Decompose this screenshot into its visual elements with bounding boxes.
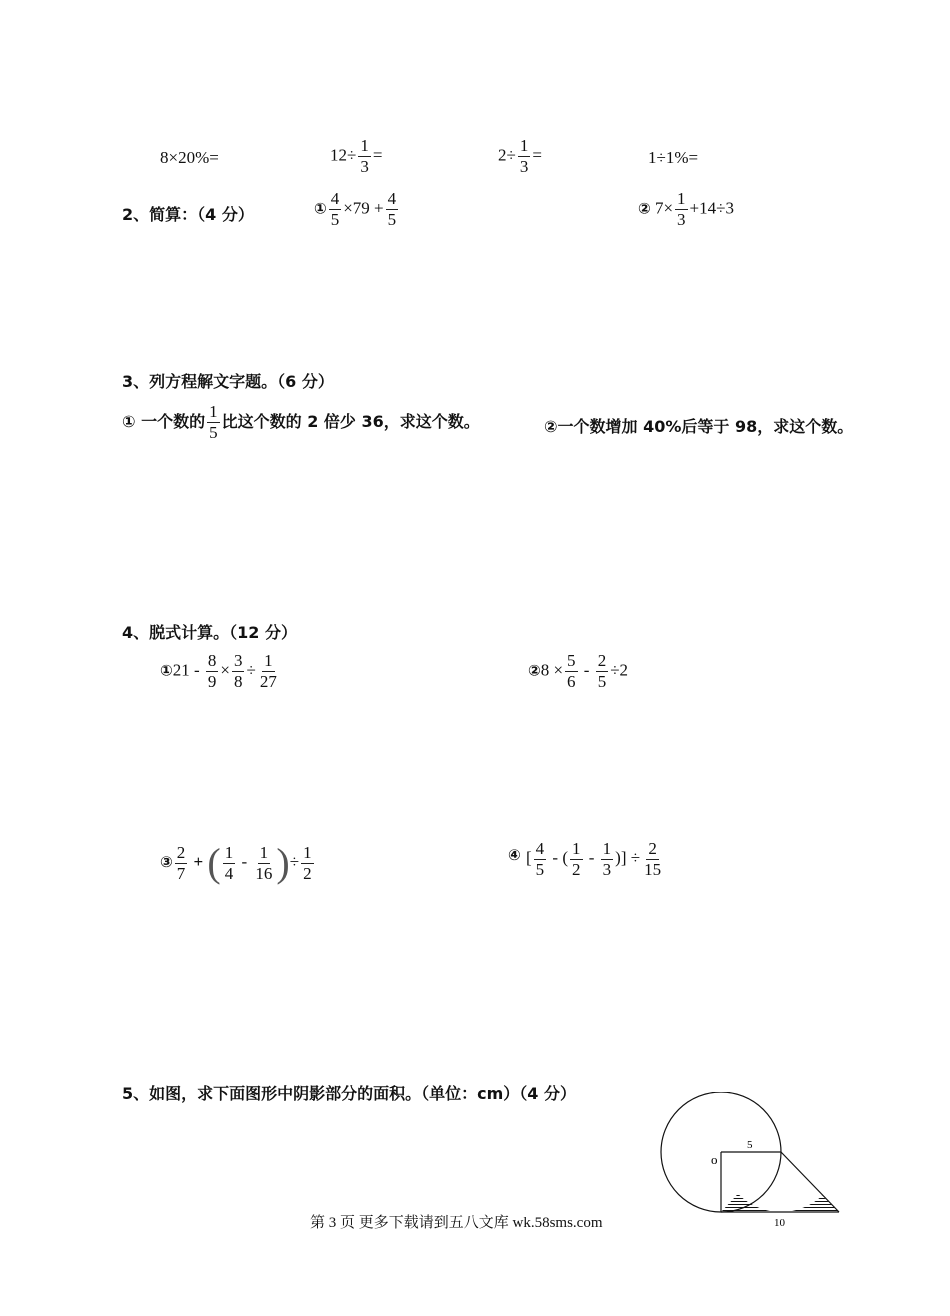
operator: ÷ <box>246 660 256 680</box>
operator: - ( <box>552 848 568 868</box>
denominator: 5 <box>387 209 397 229</box>
denominator: 7 <box>176 863 186 883</box>
denominator: 6 <box>567 671 576 691</box>
question-4-part-3 <box>160 840 316 885</box>
fraction <box>232 652 245 691</box>
denominator: 3 <box>677 209 686 229</box>
operator: )] ÷ <box>615 848 641 868</box>
operator: + <box>193 851 204 871</box>
fraction <box>601 840 614 879</box>
expression-body <box>526 839 665 879</box>
numerator: 4 <box>387 189 397 208</box>
fraction <box>223 844 236 883</box>
question-4-title: 4、脱式计算。（12 分） <box>122 623 297 642</box>
marker-1: ① <box>160 661 173 680</box>
question-3-part-1 <box>122 403 480 442</box>
marker-3: ③ <box>160 852 173 871</box>
question-2-part-2 <box>638 190 734 229</box>
numerator: 1 <box>264 651 273 670</box>
marker-2: ② <box>528 661 541 680</box>
fraction <box>253 844 274 883</box>
numerator: 1 <box>602 839 612 858</box>
denominator: 5 <box>330 209 340 229</box>
denominator: 16 <box>255 863 273 883</box>
fraction <box>534 840 547 879</box>
denominator: 3 <box>360 156 369 176</box>
expression-tail: ÷2 <box>610 660 629 680</box>
expression-lead: 8 × <box>540 660 564 680</box>
oral-calc-3-pre: 2÷ <box>498 145 516 165</box>
question-3-part-2: ②一个数增加 40%后等于 98，求这个数。 <box>544 417 854 436</box>
hypotenuse-line <box>781 1152 839 1212</box>
denominator: 5 <box>535 859 545 879</box>
numerator: 4 <box>330 189 340 208</box>
numerator: 2 <box>648 839 657 858</box>
page-footer: 第 3 页 更多下载请到五八文库 wk.58sms.com <box>310 1215 603 1231</box>
denominator: 2 <box>303 863 312 883</box>
numerator: 1 <box>360 136 369 155</box>
fraction <box>206 652 219 691</box>
fraction <box>301 844 314 883</box>
marker-4: ④ <box>508 846 521 864</box>
question-2-part-1 <box>314 190 400 229</box>
right-paren: ) <box>276 840 290 885</box>
oral-calc-1: 8×20%= <box>160 148 219 167</box>
marker-2: ② <box>638 199 651 218</box>
question-4-part-4 <box>508 839 662 905</box>
fraction <box>329 190 342 229</box>
numerator: 1 <box>677 189 686 208</box>
fraction <box>570 840 583 879</box>
denominator: 3 <box>602 859 612 879</box>
oral-calc-3-post: = <box>532 145 542 165</box>
denominator: 2 <box>572 859 581 879</box>
fraction <box>642 840 663 879</box>
numerator: 1 <box>303 842 312 862</box>
denominator: 5 <box>597 671 607 691</box>
question-2-title: 2、简算：（4 分） <box>122 205 254 224</box>
fraction <box>207 403 220 442</box>
denominator: 5 <box>209 422 218 442</box>
operator: - <box>583 660 590 680</box>
denominator: 27 <box>259 671 277 691</box>
oral-calc-4: 1÷1%= <box>648 148 699 167</box>
expression-tail: +14÷3 <box>689 198 734 218</box>
oral-calc-2 <box>330 137 382 176</box>
oral-calc-2-post: = <box>372 145 383 165</box>
numerator: 3 <box>233 651 243 670</box>
question-4-part-2 <box>528 652 628 691</box>
numerator: 1 <box>259 842 269 862</box>
fraction <box>358 137 371 176</box>
left-paren: ( <box>207 840 221 885</box>
radius-label: 5 <box>747 1139 753 1151</box>
text-lead: ① 一个数的 <box>122 411 206 431</box>
fraction <box>565 652 578 691</box>
numerator: 4 <box>535 839 545 858</box>
geometry-figure <box>655 1092 845 1232</box>
question-4-part-1 <box>160 652 281 691</box>
numerator: 8 <box>207 651 217 670</box>
numerator: 1 <box>209 402 218 421</box>
question-5-title: 5、如图，求下面图形中阴影部分的面积。（单位：cm）（4 分） <box>122 1084 576 1103</box>
denominator: 8 <box>233 671 243 691</box>
center-label: o <box>711 1152 718 1167</box>
denominator: 4 <box>224 863 234 883</box>
left-bracket: [ <box>526 848 532 868</box>
oral-calc-3 <box>498 137 542 176</box>
numerator: 5 <box>567 651 576 670</box>
operator: - <box>588 848 595 868</box>
numerator: 1 <box>224 842 234 862</box>
marker-1: ① <box>314 199 327 218</box>
denominator: 9 <box>207 671 217 691</box>
question-3-title: 3、列方程解文字题。（6 分） <box>122 372 334 391</box>
numerator: 1 <box>519 136 529 155</box>
operator: - <box>241 851 248 871</box>
numerator: 2 <box>176 842 186 862</box>
fraction <box>175 844 188 883</box>
numerator: 2 <box>597 651 607 670</box>
expression-lead: 7× <box>654 198 674 218</box>
denominator: 3 <box>519 156 529 176</box>
base-label: 10 <box>774 1217 785 1229</box>
fraction <box>596 652 609 691</box>
oral-calc-2-pre: 12÷ <box>330 145 357 165</box>
expression-lead: 21 - <box>172 660 200 680</box>
operator: ÷ <box>289 851 300 871</box>
fraction <box>518 137 531 176</box>
fraction <box>675 190 688 229</box>
denominator: 15 <box>644 859 662 879</box>
numerator: 1 <box>572 839 581 858</box>
operator: × <box>220 660 230 680</box>
text-tail: 比这个数的 2 倍少 36，求这个数。 <box>221 411 480 431</box>
fraction <box>386 190 399 229</box>
expression-middle: ×79 + <box>343 198 384 218</box>
fraction <box>258 652 279 691</box>
